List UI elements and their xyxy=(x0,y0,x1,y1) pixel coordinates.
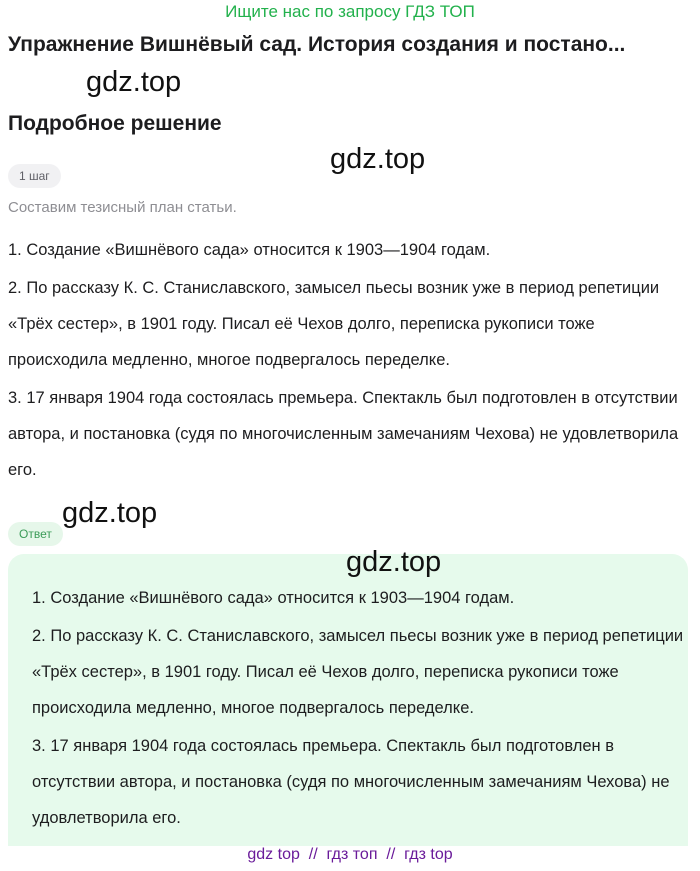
page-title: Упражнение Вишнёвый сад. История создания и постано... xyxy=(8,33,626,56)
watermark: gdz.top xyxy=(62,497,158,529)
answer-paragraph: 3. 17 января 1904 года состоялась премьера. Спектакль был подготовлен в отсутствии автора, и постановка (судя по многочисленным замечаниям Чехова) не удовлетворила его. xyxy=(32,737,670,827)
watermark: gdz.top xyxy=(330,143,426,175)
step-badge: 1 шаг xyxy=(8,164,61,188)
watermark: gdz.top xyxy=(86,66,182,98)
footer-links: gdz top // гдз топ // гдз top xyxy=(247,846,453,863)
solution-paragraph: 3. 17 января 1904 года состоялась премьера. Спектакль был подготовлен в отсутствии автора, и постановка (судя по многочисленным замечаниям Чехова) не удовлетворила его. xyxy=(8,389,679,479)
solution-paragraph: 2. По рассказу К. С. Станиславского, замысел пьесы возник уже в период репетиции «Трёх сестер», в 1901 году. Писал её Чехов долго, переписка рукописи тоже происходила медленно, многое подвергалось переделке. xyxy=(8,279,660,369)
answer-paragraph: 1. Создание «Вишнёвого сада» относится к 1903—1904 годам. xyxy=(32,589,515,607)
solution-paragraph: 1. Создание «Вишнёвого сада» относится к 1903—1904 годам. xyxy=(8,241,491,259)
promo-banner: Ищите нас по запросу ГДЗ ТОП xyxy=(225,2,475,21)
watermark: gdz.top xyxy=(346,546,442,578)
step-intro: Составим тезисный план статьи. xyxy=(8,199,237,216)
solution-text xyxy=(8,232,688,490)
answer-paragraph: 2. По рассказу К. С. Станиславского, замысел пьесы возник уже в период репетиции «Трёх сестер», в 1901 году. Писал её Чехов долго, переписка рукописи тоже происходила медленно, многое подвергалось переделке. xyxy=(32,627,684,717)
answer-text xyxy=(32,580,684,838)
answer-badge: Ответ xyxy=(8,522,63,546)
section-heading: Подробное решение xyxy=(8,112,222,135)
